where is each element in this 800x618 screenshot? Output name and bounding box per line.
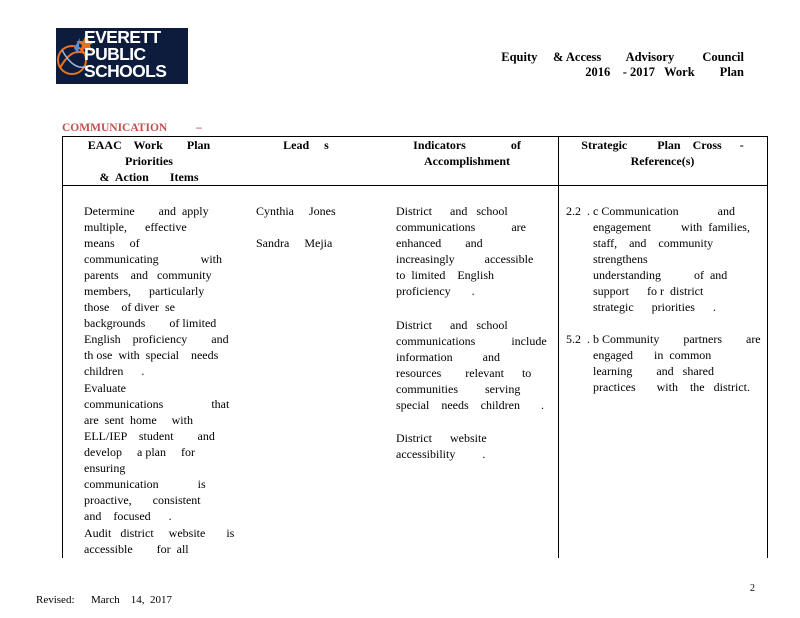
indicator-communications-include: District and school communications include information and resources relevant to communities serving special needs children . [396,318,547,412]
header-cell-leads: Lead s [283,138,329,152]
document-header [501,50,744,80]
action-item-audit: Audit district website is accessible for all [84,526,235,556]
table-header-divider [62,185,767,186]
revised-date: Revised: March 14, 2017 [36,594,172,606]
header-title-line-2: 2016 - 2017 Work Plan [585,65,744,79]
indicator-website-accessibility: District website accessibility . [396,431,487,461]
lead-name-1: Cynthia Jones [256,204,336,218]
strategic-reference-2-2c: 2.2 . c Communication and engagement with families, staff, and community strengthens understanding of and support fo r district strategic priorities . [566,204,750,314]
everett-public-schools-logo [56,28,188,84]
header-cell-indicators: Indicators of Accomplishment [413,138,521,168]
table-col-divider-3 [558,136,559,558]
page-number: 2 [750,583,755,594]
section-title: COMMUNICATION – [62,122,202,134]
logo-line-1: EVERETT [84,28,161,47]
logo-line-3: SCHOOLS [84,61,167,81]
header-cell-work-plan-priorities: EAAC Work Plan Priorities & Action Items [87,138,211,184]
header-title-line-1: Equity & Access Advisory Council [501,50,744,64]
logo-wordmark [84,29,166,80]
action-item-determine: Determine and apply multiple, effective means of communicating with parents and community members, particularly those of diver se backgrounds of limited English proficiency and th ose with special needs children . [84,204,229,378]
table-left-border [62,136,63,558]
indicator-communications-enhanced: District and school communications are enhanced and increasingly accessible to limited English proficiency . [396,204,534,298]
table-right-border [767,136,768,558]
lead-name-2: Sandra Mejia [256,236,333,250]
strategic-reference-5-2b: 5.2 . b Community partners are engaged in common learning and shared practices with the district. [566,332,761,394]
logo-line-2: PUBLIC [84,44,146,64]
header-cell-strategic-plan: Strategic Plan Cross - Reference(s) [581,138,744,168]
action-item-evaluate: Evaluate communications that are sent home with ELL/IEP student and develop a plan for ensuring communication is proactive, consistent and focused . [84,381,230,523]
